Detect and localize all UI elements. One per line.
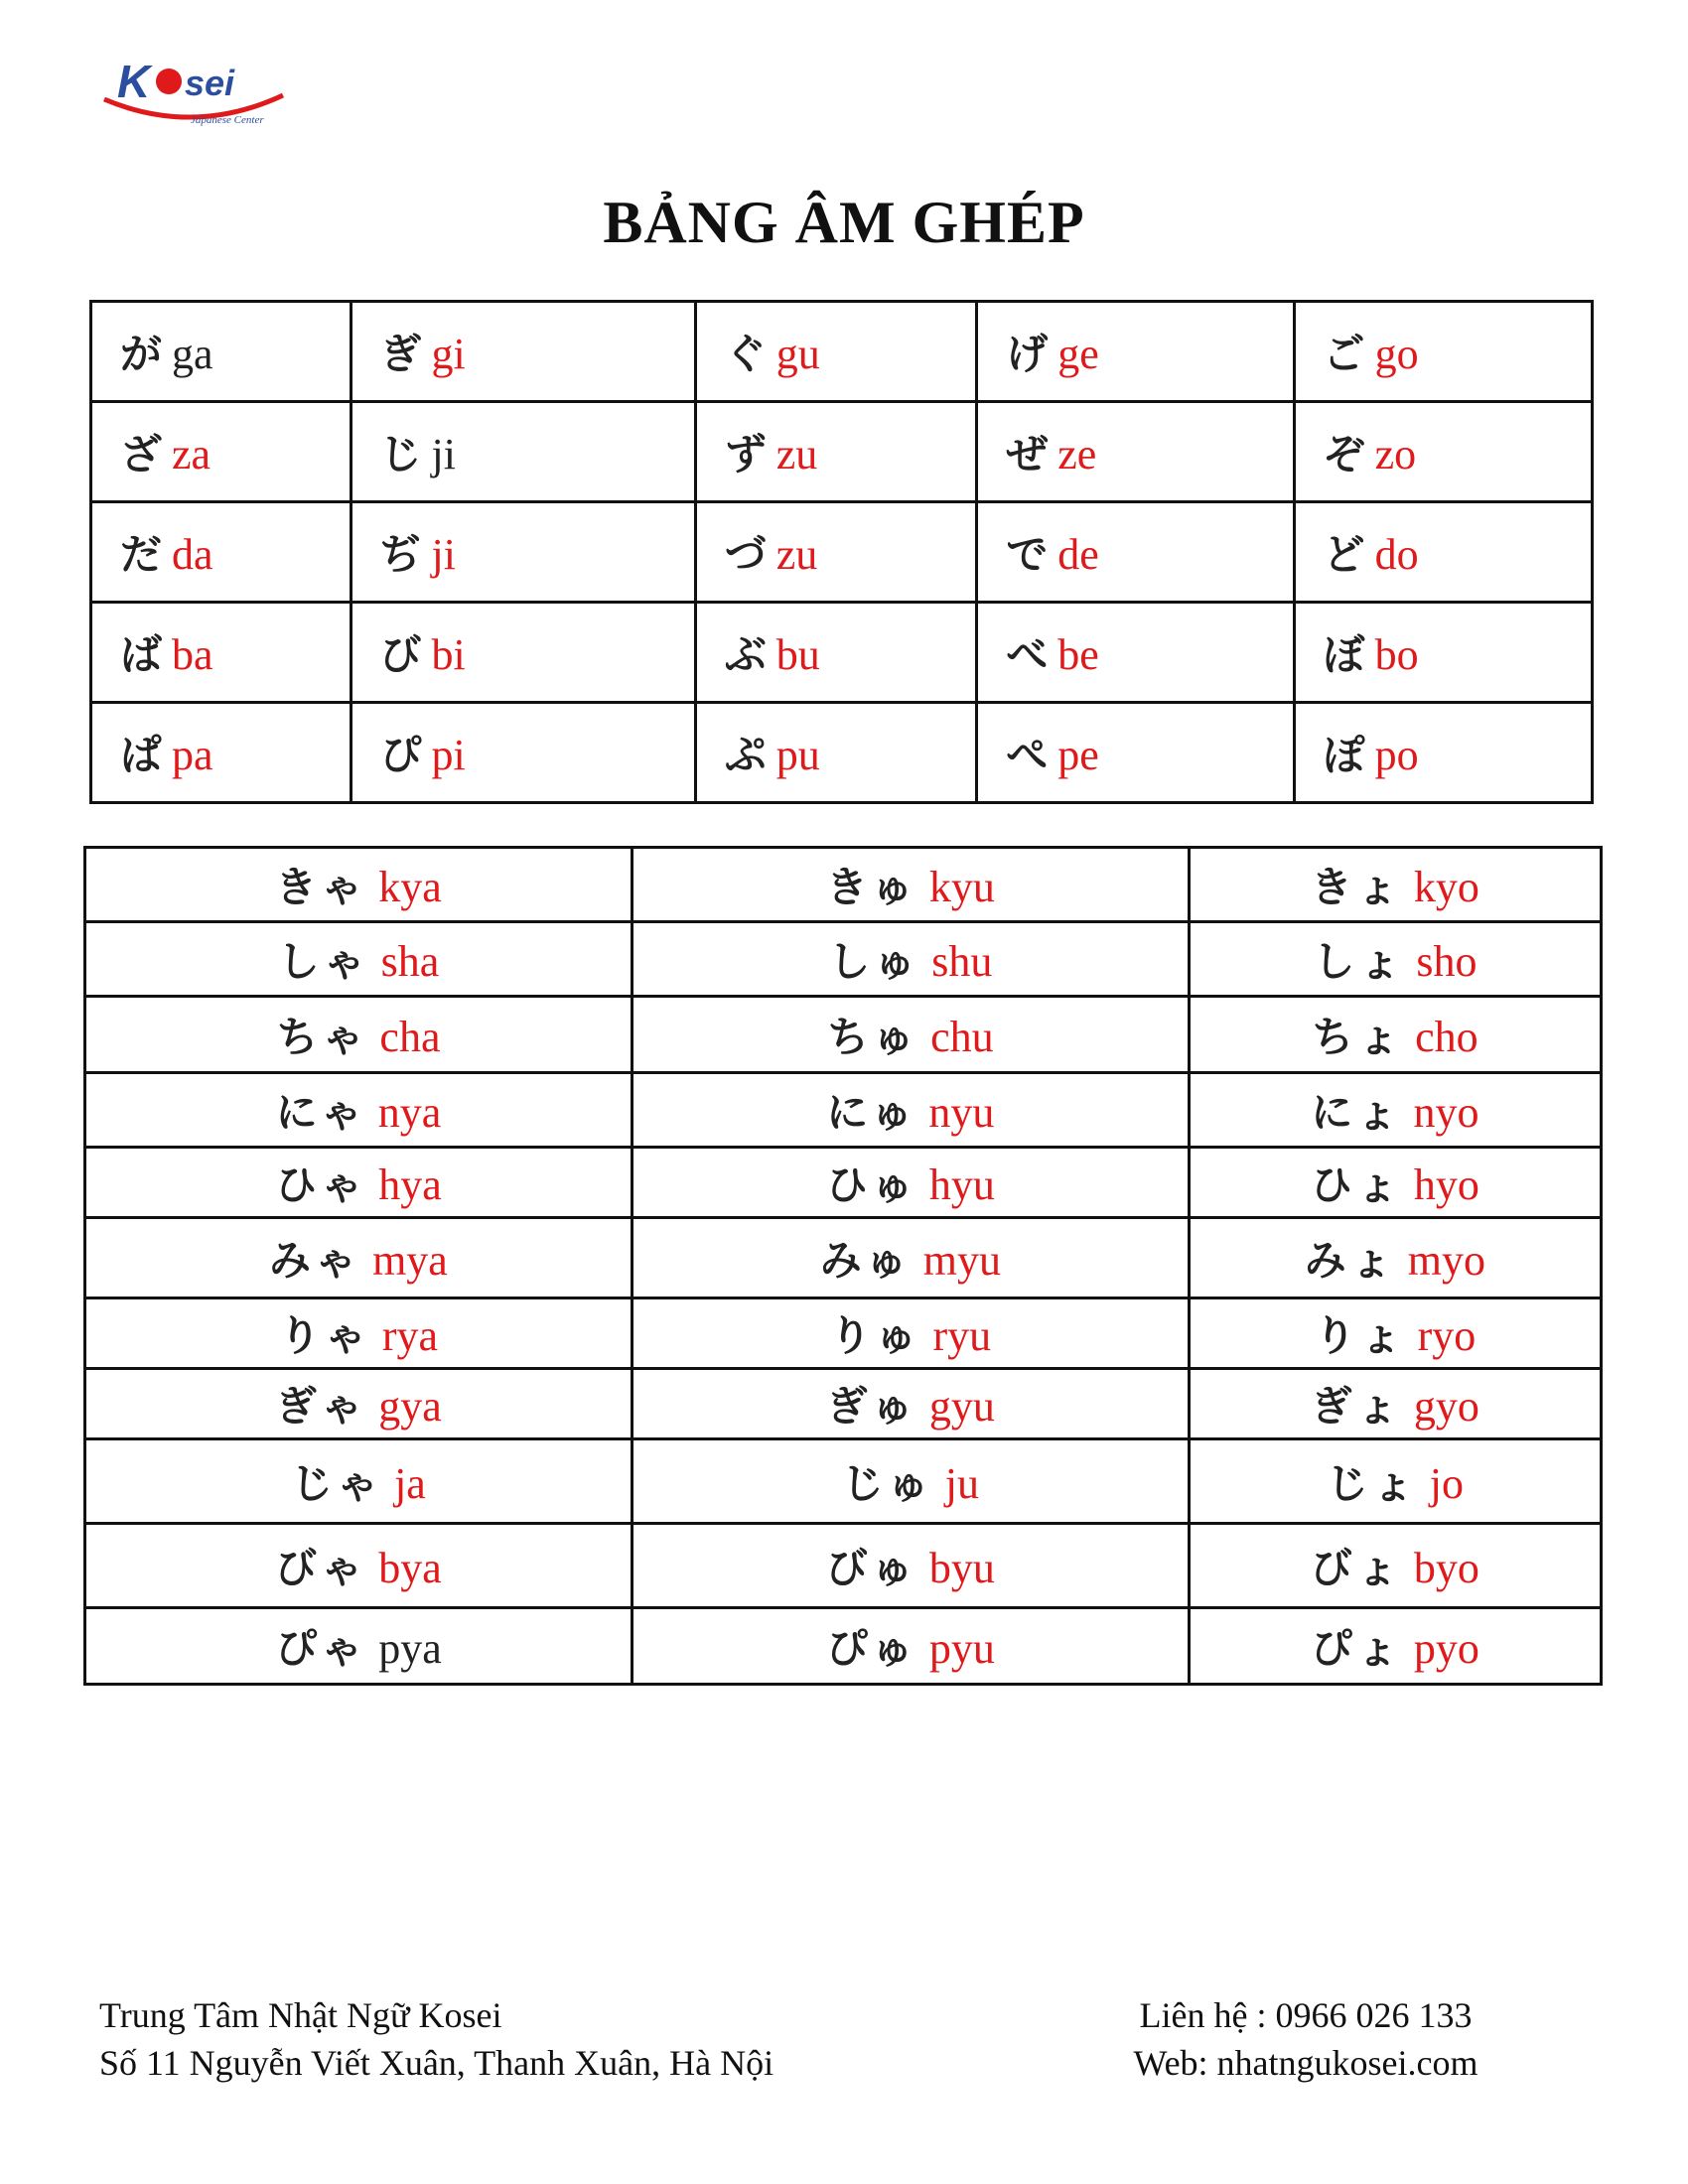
table-row <box>91 502 1593 603</box>
romaji-text: pyo <box>1413 1624 1479 1673</box>
page-title: BẢNG ÂM GHÉP <box>603 190 1085 255</box>
syllable-cell <box>632 848 1189 922</box>
romaji-text: zu <box>775 430 818 478</box>
syllable-cell <box>1189 1073 1601 1148</box>
kana-text: ぴゃ <box>275 1624 367 1673</box>
kana-text: ず <box>724 430 767 478</box>
syllable-cell <box>1294 402 1592 502</box>
kana-text: が <box>120 330 163 378</box>
romaji-text: ge <box>1057 330 1099 378</box>
kana-text: りょ <box>1314 1311 1406 1360</box>
kana-text: ちょ <box>1312 1013 1404 1061</box>
kana-text: ぽ <box>1323 731 1365 779</box>
kana-text: で <box>1006 530 1049 579</box>
romaji-text: pa <box>172 731 213 779</box>
kana-text: ぐ <box>724 330 767 378</box>
syllable-cell <box>1189 1298 1601 1369</box>
logo-subtitle: Japanese Center <box>191 114 264 126</box>
syllable-cell <box>977 302 1294 402</box>
syllable-cell <box>85 1608 633 1685</box>
syllable-cell <box>1189 1369 1601 1439</box>
romaji-text: pya <box>378 1624 442 1673</box>
romaji-text: jo <box>1429 1459 1464 1508</box>
syllable-cell <box>1189 1608 1601 1685</box>
syllable-cell <box>977 502 1294 603</box>
table-row <box>91 302 1593 402</box>
romaji-text: rya <box>381 1311 439 1360</box>
table-row <box>85 1218 1602 1298</box>
romaji-text: de <box>1057 530 1099 579</box>
syllable-cell <box>977 703 1294 803</box>
kana-text: じ <box>379 430 422 478</box>
kana-text: ひゃ <box>275 1160 367 1209</box>
kana-text: べ <box>1006 630 1049 679</box>
footer-left <box>99 1991 774 2087</box>
romaji-text: shu <box>931 937 993 986</box>
romaji-text: ji <box>431 430 456 478</box>
romaji-text: cho <box>1415 1013 1478 1061</box>
syllable-cell <box>351 703 695 803</box>
syllable-cell <box>1189 1218 1601 1298</box>
romaji-text: go <box>1374 330 1419 378</box>
kana-text: ひょ <box>1310 1160 1402 1209</box>
kana-text: ぷ <box>724 731 767 779</box>
kana-text: びょ <box>1310 1544 1402 1592</box>
kana-text: ぴ <box>379 731 422 779</box>
kana-text: にゃ <box>275 1088 366 1137</box>
kana-text: きょ <box>1310 863 1402 911</box>
kana-text: りゃ <box>278 1311 370 1360</box>
romaji-text: hya <box>378 1160 442 1209</box>
kana-text: ば <box>120 630 163 679</box>
romaji-text: cha <box>379 1013 441 1061</box>
romaji-text: nya <box>377 1088 442 1137</box>
footer-right <box>1122 1991 1489 2087</box>
syllable-cell <box>91 302 352 402</box>
kana-text: ぎ <box>379 330 422 378</box>
kana-text: びゃ <box>275 1544 367 1592</box>
kana-text: ぎょ <box>1310 1382 1402 1431</box>
romaji-text: bo <box>1374 630 1419 679</box>
kana-text: び <box>379 630 422 679</box>
kana-text: ぴゅ <box>825 1624 917 1673</box>
syllable-cell <box>1189 1439 1601 1524</box>
romaji-text: bya <box>378 1544 442 1592</box>
center-address: Số 11 Nguyễn Viết Xuân, Thanh Xuân, Hà Nội <box>99 2043 774 2083</box>
syllable-cell <box>632 997 1189 1073</box>
romaji-text: ze <box>1057 430 1097 478</box>
romaji-text: byo <box>1413 1544 1479 1592</box>
romaji-text: za <box>172 430 211 478</box>
romaji-text: gi <box>431 330 466 378</box>
romaji-text: pyu <box>928 1624 995 1673</box>
romaji-text: ja <box>394 1459 426 1508</box>
kana-text: にょ <box>1311 1088 1402 1137</box>
kana-text: げ <box>1006 330 1049 378</box>
syllable-cell <box>91 703 352 803</box>
table-row <box>85 1298 1602 1369</box>
syllable-cell <box>91 502 352 603</box>
romaji-text: ju <box>944 1459 979 1508</box>
logo-sun-icon <box>156 68 182 94</box>
kana-text: みゅ <box>819 1236 912 1285</box>
romaji-text: ryo <box>1417 1311 1477 1360</box>
kana-text: ちゅ <box>827 1013 919 1061</box>
table-row <box>91 703 1593 803</box>
syllable-cell <box>85 1524 633 1608</box>
romaji-text: zo <box>1374 430 1417 478</box>
syllable-cell <box>977 603 1294 703</box>
syllable-cell <box>85 997 633 1073</box>
kana-text: ぺ <box>1006 731 1049 779</box>
kana-text: ざ <box>120 430 163 478</box>
romaji-text: mya <box>372 1236 448 1285</box>
kana-text: しょ <box>1313 937 1405 986</box>
romaji-text: sho <box>1416 937 1477 986</box>
romaji-text: hyu <box>928 1160 995 1209</box>
syllable-cell <box>351 603 695 703</box>
center-name: Trung Tâm Nhật Ngữ Kosei <box>99 1995 502 2035</box>
table-row <box>85 848 1602 922</box>
romaji-text: myo <box>1407 1236 1485 1285</box>
kana-text: りゅ <box>829 1311 921 1360</box>
table-row <box>85 1524 1602 1608</box>
romaji-text: byu <box>928 1544 995 1592</box>
kana-text: ぞ <box>1323 430 1365 478</box>
syllable-cell <box>632 1073 1189 1148</box>
syllable-cell <box>1189 997 1601 1073</box>
syllable-cell <box>1294 703 1592 803</box>
syllable-cell <box>1294 502 1592 603</box>
kana-text: ぼ <box>1323 630 1365 679</box>
romaji-text: pe <box>1057 731 1099 779</box>
romaji-text: gu <box>775 330 820 378</box>
kana-text: しゅ <box>828 937 920 986</box>
romaji-text: da <box>172 530 213 579</box>
kana-text: ひゅ <box>825 1160 917 1209</box>
syllable-cell <box>91 402 352 502</box>
romaji-text: ryu <box>932 1311 992 1360</box>
table-row <box>91 603 1593 703</box>
table-row <box>85 1148 1602 1218</box>
syllable-cell <box>632 1524 1189 1608</box>
romaji-text: bu <box>775 630 820 679</box>
table-row <box>85 1073 1602 1148</box>
romaji-text: do <box>1374 530 1419 579</box>
kana-text: づ <box>724 530 767 579</box>
syllable-cell <box>1189 1524 1601 1608</box>
contact-phone: Liên hệ : 0966 026 133 <box>1139 1995 1473 2035</box>
syllable-cell <box>695 302 976 402</box>
syllable-cell <box>632 1298 1189 1369</box>
syllable-cell <box>351 402 695 502</box>
syllable-cell <box>632 1369 1189 1439</box>
romaji-text: ji <box>431 530 456 579</box>
syllable-cell <box>695 402 976 502</box>
romaji-text: zu <box>775 530 818 579</box>
website: Web: nhatngukosei.com <box>1133 2043 1478 2083</box>
romaji-text: nyu <box>928 1088 995 1137</box>
syllable-cell <box>351 302 695 402</box>
table-row <box>91 402 1593 502</box>
kana-text: だ <box>120 530 163 579</box>
syllable-cell <box>695 603 976 703</box>
table-row <box>85 1608 1602 1685</box>
romaji-text: chu <box>930 1013 994 1061</box>
syllable-cell <box>91 603 352 703</box>
syllable-cell <box>85 848 633 922</box>
syllable-cell <box>695 703 976 803</box>
kana-text: びゅ <box>825 1544 917 1592</box>
kana-text: ぎゅ <box>825 1382 917 1431</box>
kana-text: きゃ <box>275 863 367 911</box>
kosei-logo <box>99 38 298 137</box>
romaji-text: po <box>1374 731 1419 779</box>
kana-text: みょ <box>1304 1236 1396 1285</box>
syllable-cell <box>632 1439 1189 1524</box>
syllable-cell <box>85 922 633 997</box>
kana-text: ちゃ <box>276 1013 368 1061</box>
kana-text: ぴょ <box>1310 1624 1402 1673</box>
romaji-text: kyo <box>1413 863 1479 911</box>
syllable-cell <box>85 1298 633 1369</box>
kana-text: にゅ <box>826 1088 917 1137</box>
romaji-text: ga <box>172 330 213 378</box>
romaji-text: nyo <box>1413 1088 1479 1137</box>
romaji-text: sha <box>380 937 440 986</box>
syllable-cell <box>85 1369 633 1439</box>
romaji-text: kya <box>378 863 442 911</box>
voiced-sounds-table <box>89 300 1594 804</box>
romaji-text: hyo <box>1413 1160 1479 1209</box>
romaji-text: pi <box>431 731 466 779</box>
syllable-cell <box>351 502 695 603</box>
kana-text: ぢ <box>379 530 422 579</box>
romaji-text: gyo <box>1413 1382 1479 1431</box>
syllable-cell <box>1294 302 1592 402</box>
logo-letter-k: K <box>117 56 151 107</box>
kana-text: ぶ <box>724 630 767 679</box>
romaji-text: pu <box>775 731 820 779</box>
kana-text: ぱ <box>120 731 163 779</box>
kana-text: きゅ <box>825 863 917 911</box>
combined-sounds-table <box>83 846 1603 1686</box>
syllable-cell <box>1189 1148 1601 1218</box>
romaji-text: kyu <box>928 863 995 911</box>
kana-text: しゃ <box>277 937 369 986</box>
kana-text: じゃ <box>291 1459 383 1508</box>
romaji-text: gyu <box>928 1382 995 1431</box>
table-row <box>85 922 1602 997</box>
syllable-cell <box>1294 603 1592 703</box>
table-row <box>85 1439 1602 1524</box>
romaji-text: ba <box>172 630 213 679</box>
kana-text: ど <box>1323 530 1365 579</box>
table-row <box>85 1369 1602 1439</box>
syllable-cell <box>632 1148 1189 1218</box>
syllable-cell <box>632 922 1189 997</box>
syllable-cell <box>632 1218 1189 1298</box>
romaji-text: myu <box>922 1236 1001 1285</box>
kana-text: じゅ <box>841 1459 933 1508</box>
syllable-cell <box>695 502 976 603</box>
romaji-text: bi <box>431 630 466 679</box>
kana-text: みゃ <box>269 1236 361 1285</box>
syllable-cell <box>85 1148 633 1218</box>
syllable-cell <box>1189 848 1601 922</box>
table-row <box>85 997 1602 1073</box>
kana-text: ぎゃ <box>275 1382 367 1431</box>
syllable-cell <box>85 1073 633 1148</box>
logo-letters-sei: sei <box>185 63 235 103</box>
kana-text: じょ <box>1326 1459 1418 1508</box>
romaji-text: be <box>1057 630 1099 679</box>
syllable-cell <box>977 402 1294 502</box>
syllable-cell <box>1189 922 1601 997</box>
kana-text: ぜ <box>1006 430 1049 478</box>
kana-text: ご <box>1323 330 1365 378</box>
syllable-cell <box>85 1439 633 1524</box>
syllable-cell <box>85 1218 633 1298</box>
romaji-text: gya <box>378 1382 442 1431</box>
syllable-cell <box>632 1608 1189 1685</box>
